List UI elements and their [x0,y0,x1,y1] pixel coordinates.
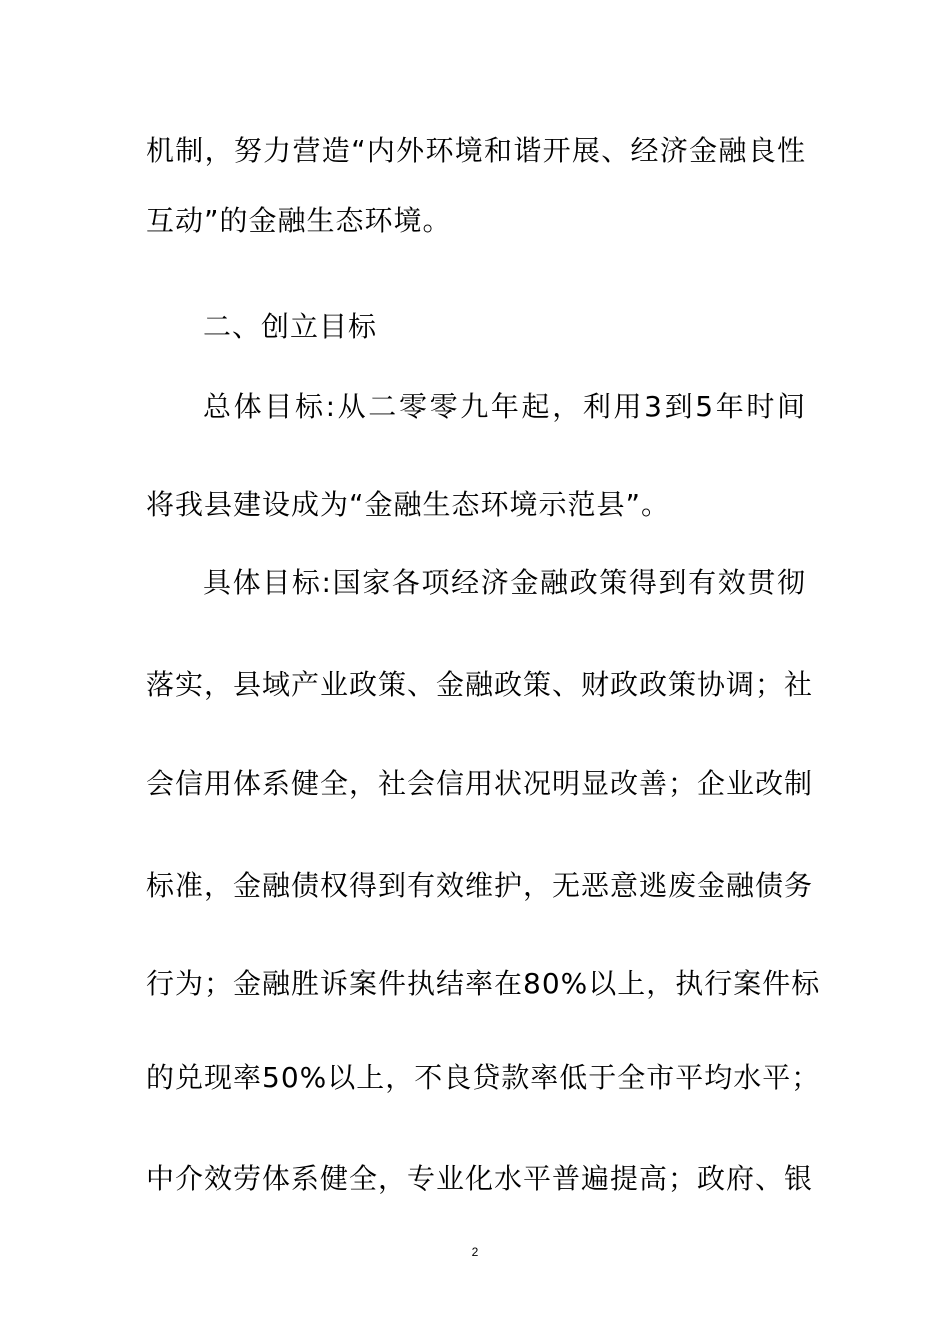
paragraph-line: 标准，金融债权得到有效维护，无恶意逃废金融债务 [146,869,814,902]
paragraph-line: 行为；金融胜诉案件执结率在80%以上，执行案件标 [146,967,821,1000]
paragraph-line: 将我县建设成为“金融生态环境示范县”。 [146,488,671,521]
paragraph-line: 总体目标:从二零零九年起，利用3到5年时间 [203,390,806,423]
paragraph-line: 的兑现率50%以上，不良贷款率低于全市平均水平； [146,1061,821,1094]
paragraph-line: 互动”的金融生态环境。 [146,204,452,237]
paragraph-line: 机制，努力营造“内外环境和谐开展、经济金融良性 [146,134,806,167]
paragraph-line: 具体目标:国家各项经济金融政策得到有效贯彻 [203,566,806,599]
section-heading: 二、创立目标 [203,310,378,343]
paragraph-line: 落实，县域产业政策、金融政策、财政政策协调；社 [146,668,814,701]
paragraph-line: 会信用体系健全，社会信用状况明显改善；企业改制 [146,767,814,800]
paragraph-line: 中介效劳体系健全，专业化水平普遍提高；政府、银 [146,1162,814,1195]
page-number: 2 [471,1245,479,1259]
